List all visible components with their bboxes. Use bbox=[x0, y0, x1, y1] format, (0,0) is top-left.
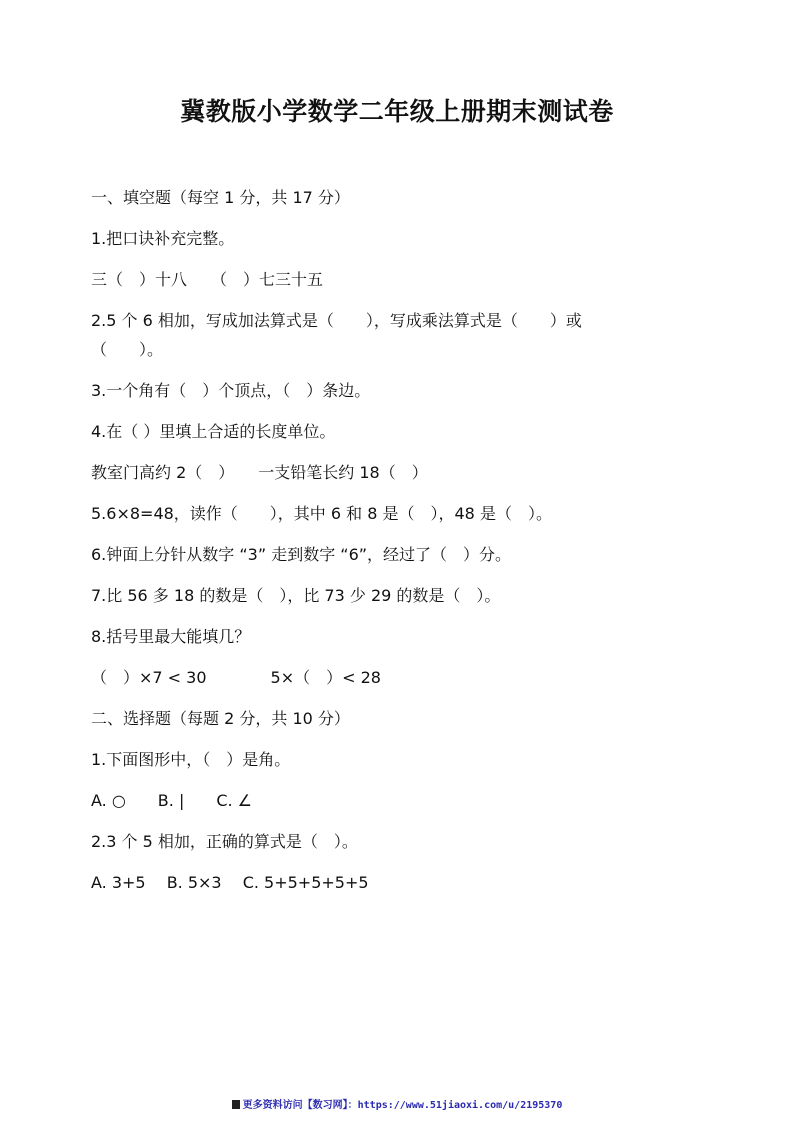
flag-icon bbox=[232, 1100, 240, 1109]
choice-question-1: 1.下面图形中，（ ）是角。 bbox=[91, 750, 291, 769]
question-7: 7.比 56 多 18 的数是（ ），比 73 少 29 的数是（ ）。 bbox=[91, 586, 501, 605]
question-2: 2.5 个 6 相加，写成加法算式是（ ），写成乘法算式是（ ）或 bbox=[91, 311, 582, 330]
question-3: 3.一个角有（ ）个顶点，（ ）条边。 bbox=[91, 381, 371, 400]
choice-question-2-options: A. 3+5 B. 5×3 C. 5+5+5+5+5 bbox=[91, 873, 369, 892]
footer-text: 更多资料访问【数习网】：https://www.51jiaoxi.com/u/2195370 bbox=[242, 1100, 563, 1111]
page-title: 冀教版小学数学二年级上册期末测试卷 bbox=[180, 97, 614, 126]
question-1: 1.把口诀补充完整。 bbox=[91, 229, 235, 248]
question-6: 6.钟面上分针从数字 “3” 走到数字 “6”，经过了（ ）分。 bbox=[91, 545, 512, 564]
question-4-blanks: 教室门高约 2（ ） 一支铅笔长约 18（ ） bbox=[91, 463, 428, 482]
question-8: 8.括号里最大能填几？ bbox=[91, 627, 251, 646]
footer-link[interactable] bbox=[0, 1096, 794, 1111]
question-8-blanks: （ ）×7 < 30 5×（ ）< 28 bbox=[91, 668, 381, 687]
section-heading-multiple-choice: 二、选择题（每题 2 分，共 10 分） bbox=[91, 709, 350, 728]
section-heading-fill-in: 一、填空题（每空 1 分，共 17 分） bbox=[91, 188, 350, 207]
choice-question-1-options: A. ○ B. | C. ∠ bbox=[91, 791, 253, 810]
question-5: 5.6×8=48，读作（ ），其中 6 和 8 是（ ），48 是（ ）。 bbox=[91, 504, 552, 523]
choice-question-2: 2.3 个 5 相加，正确的算式是（ ）。 bbox=[91, 832, 358, 851]
question-2-continued: （ ）。 bbox=[91, 340, 164, 359]
question-4: 4.在（ ）里填上合适的长度单位。 bbox=[91, 422, 336, 441]
question-1-blanks: 三（ ）十八 （ ）七三十五 bbox=[91, 270, 324, 289]
